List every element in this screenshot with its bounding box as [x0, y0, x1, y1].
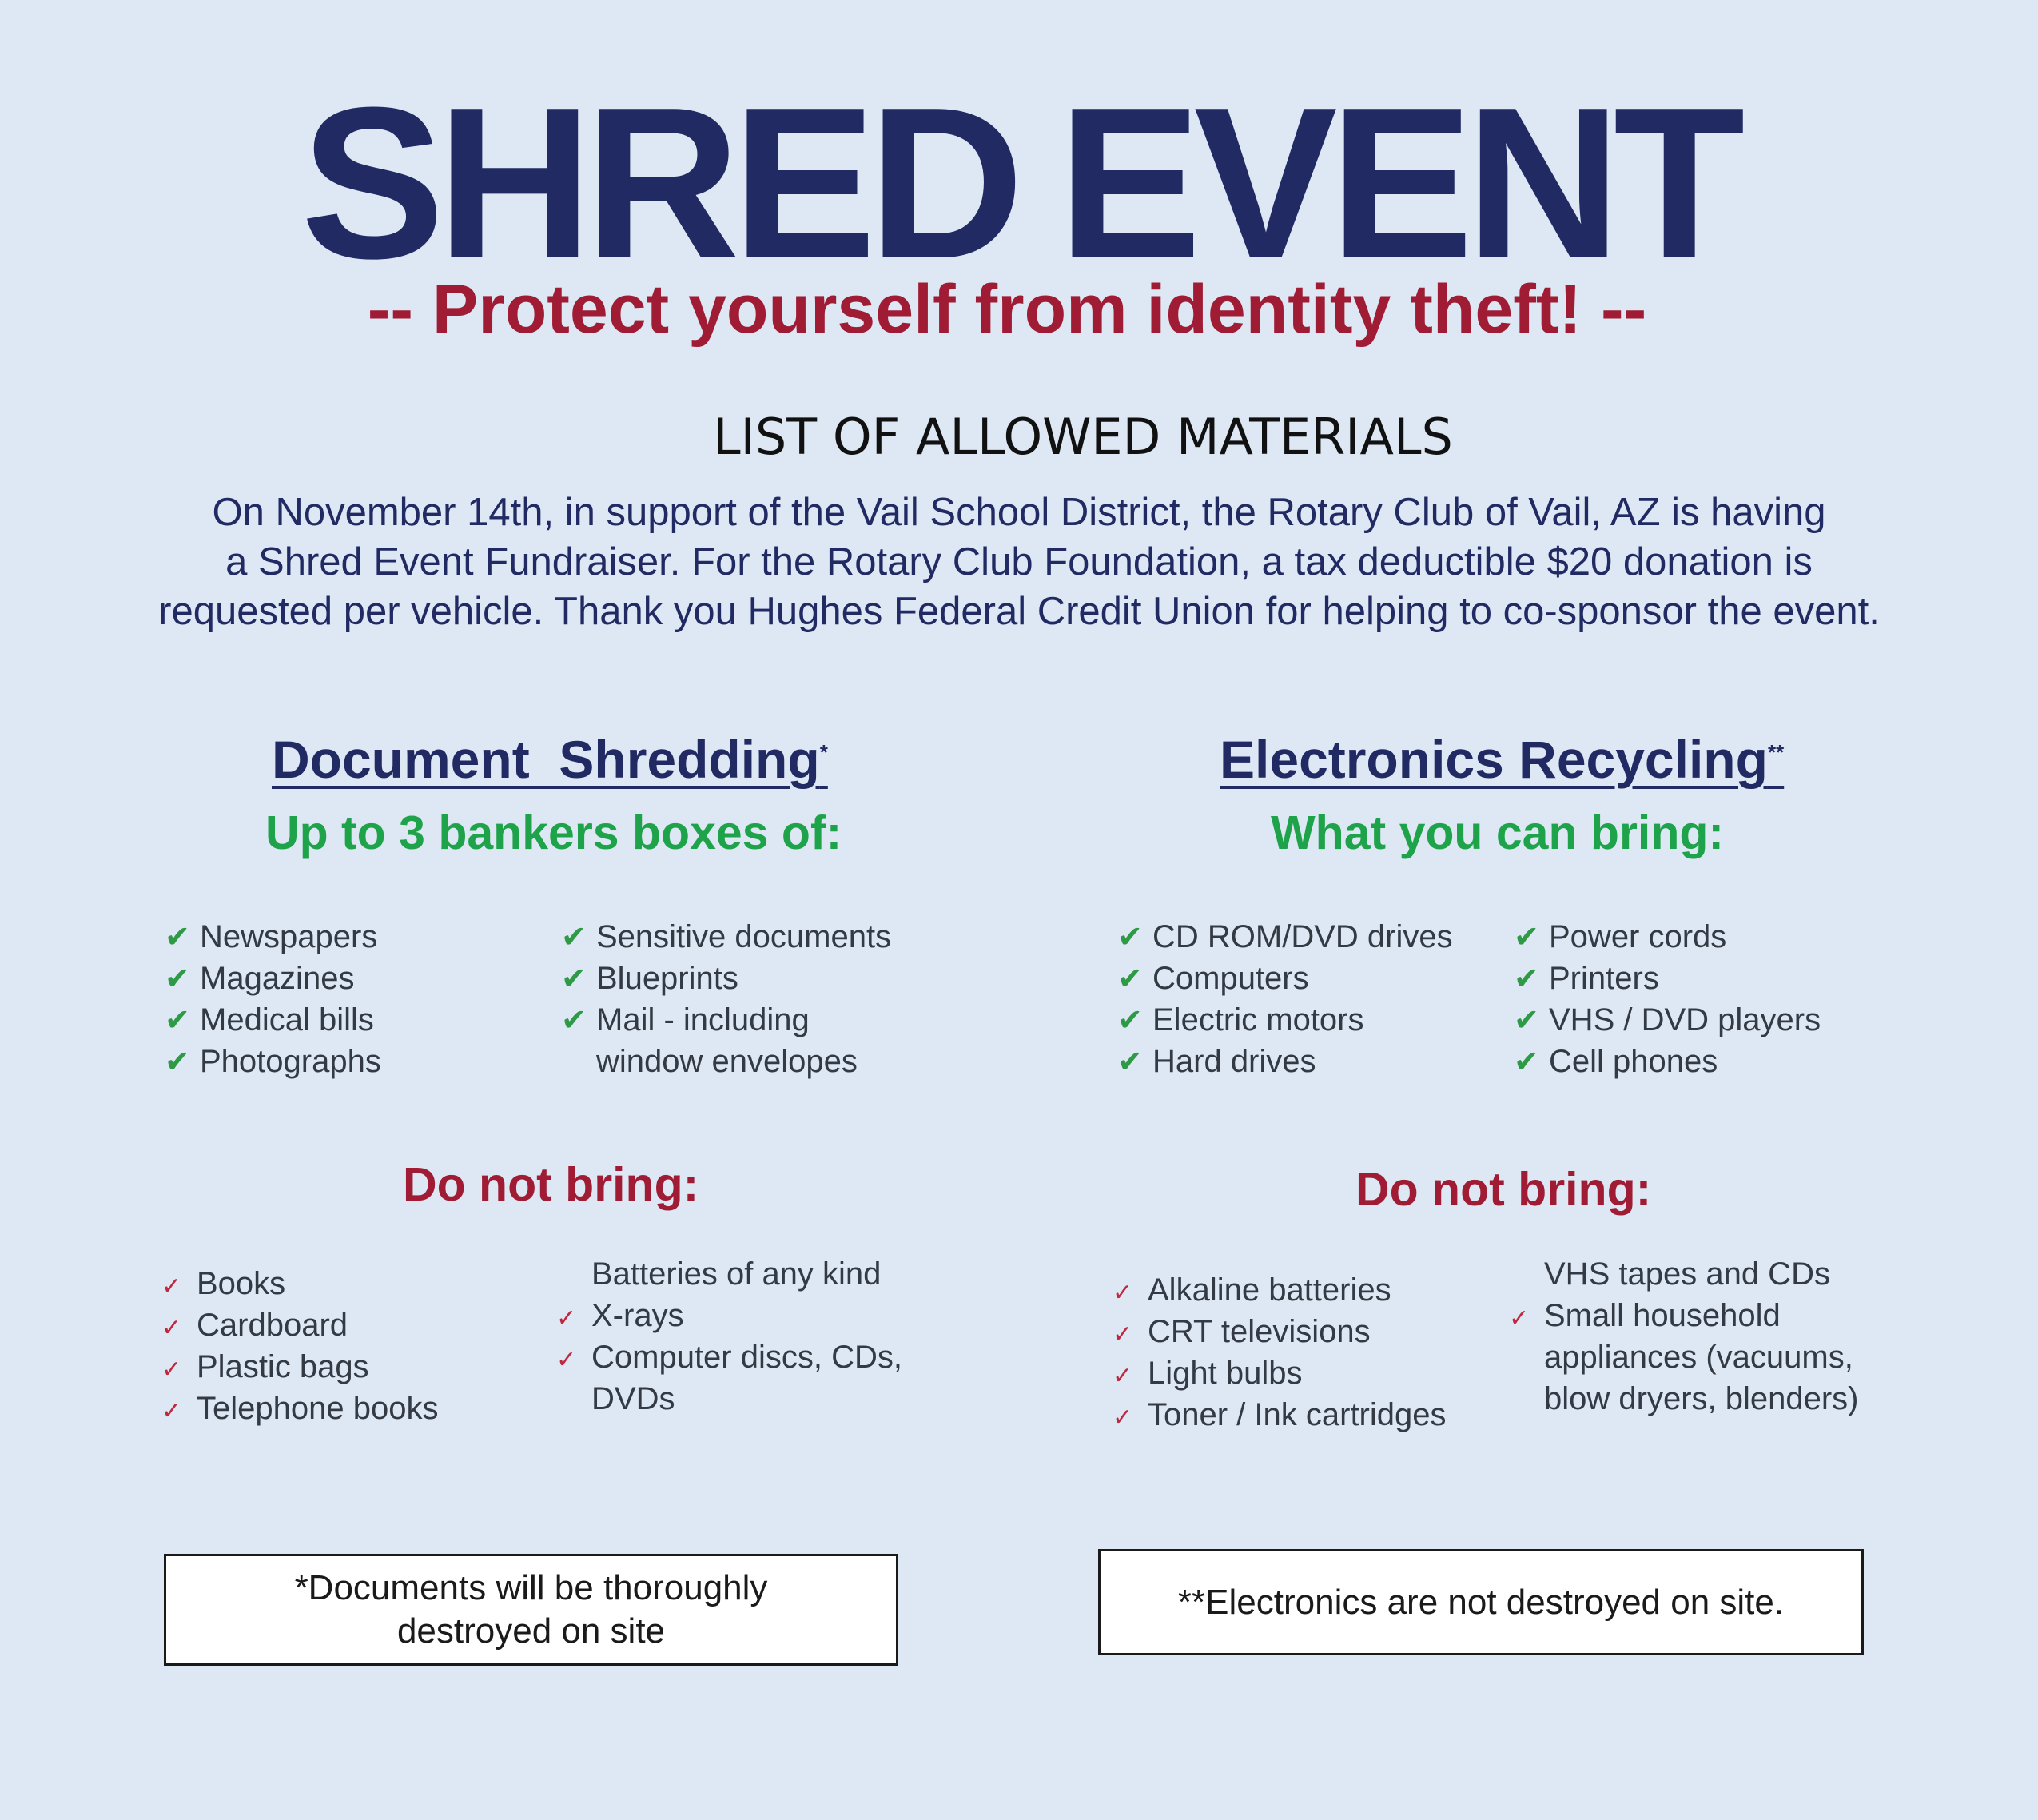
list-item-label: Small household: [1544, 1298, 1781, 1333]
title-word-event: EVENT: [1057, 63, 1737, 304]
list-item-label: Magazines: [200, 961, 355, 996]
electronics-not-allowed-list-1: [1113, 1269, 1447, 1436]
list-item: [1514, 1041, 1821, 1082]
list-item: [161, 1346, 438, 1388]
list-item: [1113, 1311, 1447, 1352]
list-item-label: Printers: [1549, 961, 1659, 996]
electronics-allowed-heading: What you can bring:: [1271, 806, 1725, 859]
list-item: [1514, 958, 1821, 999]
document-footnote-box: [164, 1554, 898, 1666]
list-item-label: Batteries of any kind: [591, 1256, 882, 1292]
footnote-line: *Documents will be thoroughly: [294, 1568, 768, 1607]
list-item-label: Books: [197, 1266, 286, 1301]
list-item: [556, 1336, 902, 1378]
footnote-line: **Electronics are not destroyed on site.: [1177, 1582, 1785, 1622]
list-item: [1509, 1295, 1859, 1336]
list-title: LIST OF ALLOWED MATERIALS: [713, 408, 1453, 466]
list-item: [1117, 1041, 1453, 1082]
intro-line: requested per vehicle. Thank you Hughes Federal Credit Union for helping to co-sponsor the event.: [158, 590, 1880, 633]
electronics-recycling-label: Electronics Recycling: [1220, 730, 1768, 789]
list-item-label: VHS / DVD players: [1549, 1002, 1821, 1037]
list-item: [1514, 916, 1821, 958]
x-mark-icon: ✓: [1509, 1304, 1530, 1332]
check-icon: ✔: [165, 1002, 190, 1037]
check-icon: ✔: [1117, 961, 1143, 996]
list-item: [165, 958, 381, 999]
list-item-label: window envelopes: [596, 1044, 858, 1079]
list-item-label: Cardboard: [197, 1308, 348, 1343]
x-mark-icon: ✓: [161, 1314, 182, 1342]
check-icon: ✔: [1514, 961, 1539, 996]
list-item-label: VHS tapes and CDs: [1544, 1256, 1830, 1292]
x-mark-icon: ✓: [161, 1272, 182, 1300]
list-item-label: Light bulbs: [1148, 1356, 1303, 1391]
list-item: [165, 999, 381, 1041]
check-icon: ✔: [561, 919, 587, 954]
list-item-label: Medical bills: [200, 1002, 374, 1037]
intro-paragraph: [64, 488, 1974, 636]
document-shredding-label: Document Shredding: [272, 730, 820, 789]
list-item-label: Mail - including: [596, 1002, 810, 1037]
list-item: [1113, 1352, 1447, 1394]
list-item: [556, 1295, 902, 1336]
footnote-marker: *: [819, 740, 828, 764]
list-item-continuation: [1509, 1378, 1859, 1420]
list-item-continuation: [556, 1378, 902, 1420]
list-item-label: Sensitive documents: [596, 919, 892, 954]
x-mark-icon: ✓: [556, 1346, 577, 1374]
list-item: [161, 1263, 438, 1304]
list-item-label: Plastic bags: [197, 1349, 369, 1384]
list-item: [161, 1304, 438, 1346]
list-item-label: X-rays: [591, 1298, 684, 1333]
list-item-label: Cell phones: [1549, 1044, 1718, 1079]
check-icon: ✔: [1514, 919, 1539, 954]
list-item-label: Photographs: [200, 1044, 381, 1079]
list-item-label: CRT televisions: [1148, 1314, 1371, 1349]
intro-line: a Shred Event Fundraiser. For the Rotary Club Foundation, a tax deductible $20 donation is: [225, 540, 1813, 583]
check-icon: ✔: [561, 1002, 587, 1037]
list-item: [1117, 999, 1453, 1041]
list-item: [1117, 958, 1453, 999]
x-mark-icon: ✓: [1113, 1362, 1133, 1390]
subtitle: -- Protect yourself from identity theft! --: [367, 271, 1647, 348]
check-icon: ✔: [165, 1044, 190, 1079]
intro-line: On November 14th, in support of the Vail School District, the Rotary Club of Vail, AZ is having: [212, 491, 1826, 534]
list-item-label: Electric motors: [1152, 1002, 1364, 1037]
list-item-label: Power cords: [1549, 919, 1727, 954]
x-mark-icon: ✓: [1113, 1404, 1133, 1432]
list-item-label: CD ROM/DVD drives: [1152, 919, 1453, 954]
list-item-label: DVDs: [591, 1381, 675, 1416]
check-icon: ✔: [561, 961, 587, 996]
list-item: [1117, 916, 1453, 958]
list-item-label: Telephone books: [197, 1391, 439, 1426]
electronics-allowed-list-1: [1117, 916, 1453, 1082]
list-item: [1509, 1253, 1859, 1295]
document-allowed-list-1: [165, 916, 381, 1082]
check-icon: ✔: [1514, 1044, 1539, 1079]
check-icon: ✔: [1514, 1002, 1539, 1037]
list-item: [165, 1041, 381, 1082]
list-item: [1113, 1269, 1447, 1311]
list-item-label: appliances (vacuums,: [1544, 1340, 1853, 1375]
check-icon: ✔: [1117, 919, 1143, 954]
list-item-label: Blueprints: [596, 961, 738, 996]
list-item: [1113, 1394, 1447, 1436]
electronics-recycling-heading: [1220, 729, 1784, 790]
x-mark-icon: ✓: [1113, 1279, 1133, 1307]
list-item-label: Computer discs, CDs,: [591, 1340, 902, 1375]
list-item: [161, 1388, 438, 1429]
document-not-allowed-list-1: [161, 1263, 438, 1429]
check-icon: ✔: [1117, 1002, 1143, 1037]
x-mark-icon: ✓: [1113, 1320, 1133, 1348]
list-item-continuation: [561, 1041, 891, 1082]
list-item-label: Computers: [1152, 961, 1309, 996]
electronics-not-allowed-list-2: [1509, 1253, 1859, 1420]
list-item: [561, 916, 891, 958]
footnote-line: destroyed on site: [396, 1611, 666, 1651]
list-item: [561, 999, 891, 1041]
title-word-shred: SHRED: [301, 63, 1017, 304]
footnote-marker: **: [1767, 740, 1785, 764]
document-allowed-heading: Up to 3 bankers boxes of:: [265, 806, 842, 859]
x-mark-icon: ✓: [556, 1304, 577, 1332]
document-not-allowed-list-2: [556, 1253, 902, 1420]
page-title: [0, 63, 2038, 304]
electronics-allowed-list-2: [1514, 916, 1821, 1082]
document-shredding-heading: [272, 729, 828, 790]
x-mark-icon: ✓: [161, 1356, 182, 1384]
list-item-label: blow dryers, blenders): [1544, 1381, 1859, 1416]
list-item: [1514, 999, 1821, 1041]
electronics-not-allowed-heading: Do not bring:: [1355, 1163, 1652, 1216]
document-not-allowed-heading: Do not bring:: [403, 1158, 699, 1211]
document-allowed-list-2: [561, 916, 891, 1082]
list-item: [561, 958, 891, 999]
list-item: [165, 916, 381, 958]
check-icon: ✔: [165, 919, 190, 954]
check-icon: ✔: [1117, 1044, 1143, 1079]
list-item: [556, 1253, 902, 1295]
list-item-label: Alkaline batteries: [1148, 1272, 1391, 1308]
list-item-label: Hard drives: [1152, 1044, 1316, 1079]
list-item-continuation: [1509, 1336, 1859, 1378]
list-item-label: Toner / Ink cartridges: [1148, 1397, 1447, 1432]
check-icon: ✔: [165, 961, 190, 996]
list-item-label: Newspapers: [200, 919, 378, 954]
electronics-footnote-box: [1098, 1549, 1864, 1655]
x-mark-icon: ✓: [161, 1397, 182, 1425]
